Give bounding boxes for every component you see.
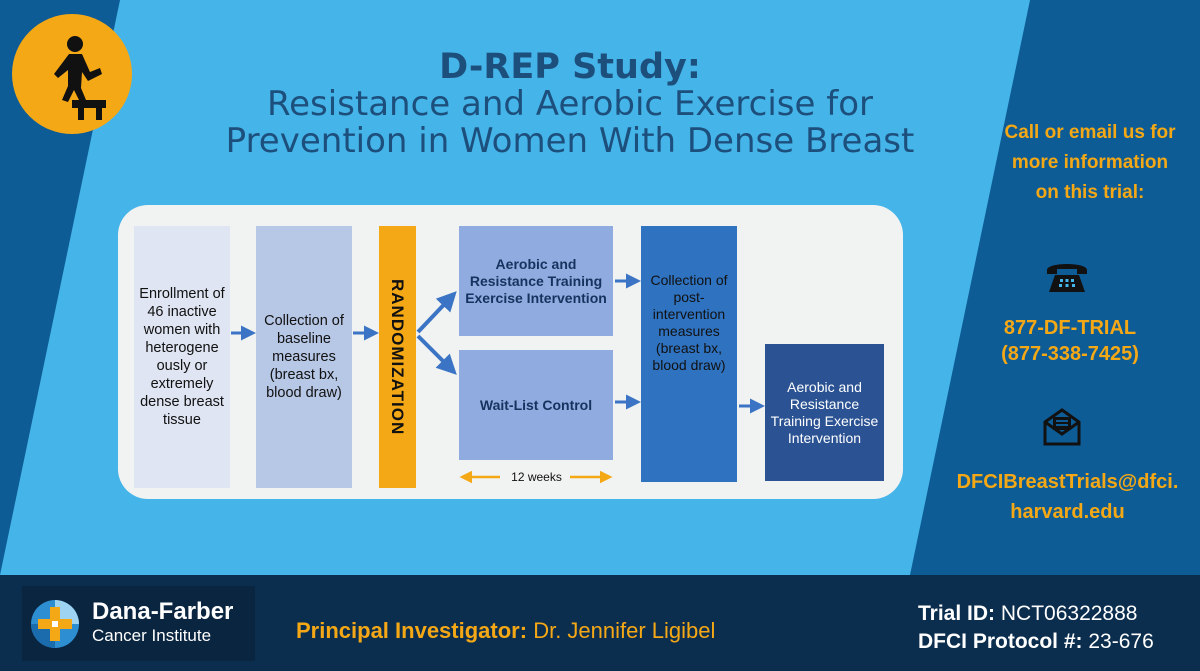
post-intervention-text: Collection of post-intervention measures (breast bx, blood draw) xyxy=(650,272,728,373)
final-intervention-text: Aerobic and Resistance Training Exercise Intervention xyxy=(770,378,879,446)
trial-id-value: NCT06322888 xyxy=(1000,602,1138,625)
baseline-collection-text: Collection of baseline measures (breast bx, blood draw) xyxy=(264,313,344,401)
baseline-collection-box xyxy=(256,226,352,488)
title-study-name: D-REP Study: xyxy=(439,47,701,87)
phone-number-line-1[interactable]: 877-DF-TRIAL xyxy=(1003,317,1137,339)
final-intervention-box xyxy=(765,344,884,481)
post-intervention-box xyxy=(641,226,737,482)
waitlist-control-text: Wait-List Control xyxy=(479,396,593,413)
email-line-2[interactable]: harvard.edu xyxy=(1010,501,1125,523)
waitlist-control-box xyxy=(459,350,613,460)
trial-info xyxy=(918,600,1154,656)
telephone-icon xyxy=(1043,258,1091,294)
enrollment-text: Enrollment of 46 inactive women with heterogene ously or extremely dense breast tissue xyxy=(139,286,225,428)
phone-number[interactable] xyxy=(960,315,1180,367)
pi-name: Dr. Jennifer Ligibel xyxy=(533,618,716,643)
contact-heading: Call or email us for more information on this trial: xyxy=(1004,122,1176,203)
dana-farber-logo-icon xyxy=(30,599,80,649)
step-icon-badge xyxy=(12,14,132,134)
protocol-label: DFCI Protocol #: xyxy=(918,630,1083,653)
logo-name: Dana-Farber xyxy=(92,598,234,625)
title-line-1: Resistance and Aerobic Exercise for xyxy=(267,84,873,124)
envelope-icon xyxy=(1042,406,1082,446)
enrollment-box xyxy=(134,226,230,488)
person-on-step-icon xyxy=(12,14,132,134)
protocol-value: 23-676 xyxy=(1088,630,1154,653)
aerobic-intervention-text: Aerobic and Resistance Training Exercise Intervention xyxy=(465,255,607,306)
email-line-1[interactable]: DFCIBreastTrials@dfci. xyxy=(956,471,1179,493)
trial-id-label: Trial ID: xyxy=(918,602,996,625)
pi-label: Principal Investigator: xyxy=(296,618,528,643)
duration-label: 12 weeks xyxy=(511,470,562,484)
aerobic-intervention-box xyxy=(459,226,613,336)
principal-investigator xyxy=(296,618,715,644)
randomization-text: RANDOMIZATION xyxy=(388,278,407,436)
randomization-box xyxy=(379,226,416,488)
title-block xyxy=(160,48,980,160)
phone-number-line-2[interactable]: (877-338-7425) xyxy=(1001,343,1139,365)
contact-email[interactable] xyxy=(935,467,1200,527)
title-line-2: Prevention in Women With Dense Breast xyxy=(225,121,915,161)
logo-subtitle: Cancer Institute xyxy=(92,626,212,645)
